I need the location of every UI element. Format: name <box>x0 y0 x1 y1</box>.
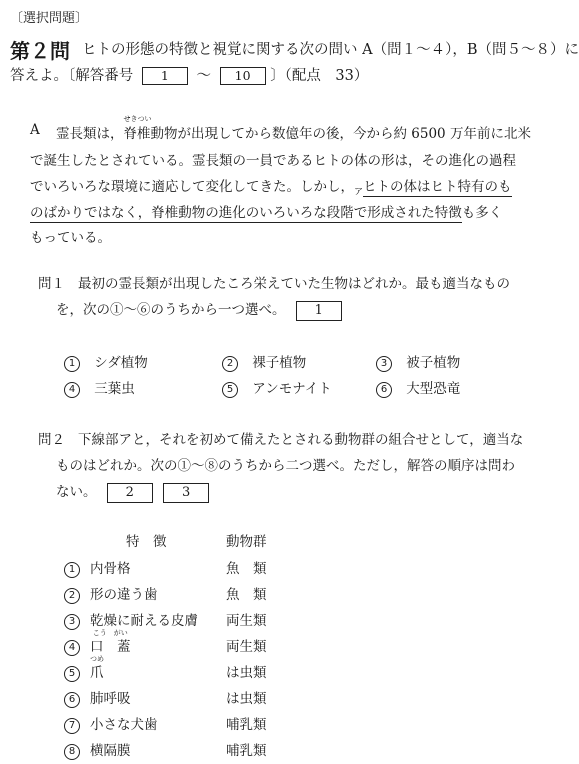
passage-line3-start: でいろいろな環境に適応して変化してきた。しかし， <box>30 179 354 195</box>
row-animal-group: 両生類 <box>226 639 267 655</box>
q1-label: 問１ <box>38 276 65 292</box>
option-number: 3 <box>376 356 392 372</box>
row-number: 1 <box>64 562 80 578</box>
passage-label: A <box>30 122 40 138</box>
table-header-group: 動物群 <box>226 534 267 550</box>
passage-line2: で誕生したとされている。霊長類の一員であるヒトの体の形は，その進化の過程 <box>30 153 516 169</box>
row-animal-group: は虫類 <box>226 665 267 681</box>
score-note: 〕（配点 33） <box>270 68 369 84</box>
q2-line3 <box>56 480 209 503</box>
row-animal-group: 哺乳類 <box>226 743 267 759</box>
q2-line2: ものはどれか。次の①～⑧のうちから二つ選べ。ただし，解答の順序は問わ <box>56 458 515 474</box>
row-number: 2 <box>64 588 80 604</box>
row-number: 7 <box>64 718 80 734</box>
passage-line1-start: 霊長類は， <box>56 126 124 142</box>
row-feature: 肺呼吸 <box>90 691 131 707</box>
table-row <box>64 739 324 761</box>
row-feature: 形の違う歯 <box>90 587 158 603</box>
underline-marker: ア <box>354 187 364 198</box>
q1-instruction: を，次の①～⑥のうちから一つ選べ。 <box>56 302 286 318</box>
table-row <box>64 583 324 605</box>
option-text: シダ植物 <box>94 355 148 371</box>
table-row <box>64 655 324 683</box>
option-number: 4 <box>64 382 80 398</box>
question-number: 第２問 <box>10 39 70 63</box>
question-intro-line2 <box>10 64 368 85</box>
row-feature-reading: つめ <box>90 655 104 663</box>
q1-option-2 <box>222 351 306 372</box>
option-text: アンモナイト <box>252 381 332 397</box>
row-animal-group: 魚 類 <box>226 587 267 603</box>
q1-line2 <box>56 298 342 321</box>
option-text: 裸子植物 <box>252 355 307 371</box>
passage-line3 <box>30 175 512 198</box>
q1-option-5 <box>222 377 332 398</box>
passage-line1-end: 動物が出現してから数億年の後，今から約 6500 万年前に北米 <box>150 126 531 142</box>
q1-option-6 <box>376 377 460 398</box>
option-text: 大型恐竜 <box>406 381 461 397</box>
q1-option-3 <box>376 351 460 372</box>
table-row <box>64 713 324 735</box>
q1-option-4 <box>64 377 135 398</box>
answer-range-prefix: 答えよ。〔解答番号 <box>10 68 134 84</box>
row-animal-group: 魚 類 <box>226 561 267 577</box>
row-feature-base: 爪 <box>90 665 104 681</box>
table-row <box>64 557 324 579</box>
row-animal-group: 哺乳類 <box>226 717 267 733</box>
ruby-reading: せきつい <box>123 115 152 123</box>
ruby-base: 脊椎 <box>123 126 151 142</box>
row-animal-group: 両生類 <box>226 613 267 629</box>
section-label: 〔選択問題〕 <box>10 11 89 26</box>
row-animal-group: は虫類 <box>226 691 267 707</box>
option-number: 6 <box>376 382 392 398</box>
passage-line4 <box>30 201 502 221</box>
q2-answer-box-1: 2 <box>107 483 153 503</box>
row-feature <box>90 629 131 655</box>
row-feature: 内骨格 <box>90 561 131 577</box>
q1-option-1 <box>64 351 148 372</box>
row-number: 4 <box>64 640 80 656</box>
q2-label: 問２ <box>38 432 65 448</box>
passage-line1 <box>56 115 531 142</box>
row-feature: 横隔膜 <box>90 743 131 759</box>
underlined-text-a2: のばかりではなく，脊椎動物の進化のいろいろな段階で形成された特徴 <box>30 205 462 221</box>
q2-line1: 下線部アと，それを初めて備えたとされる動物群の組合せとして，適当な <box>78 432 524 448</box>
answer-range-separator: ～ <box>196 68 211 84</box>
option-number: 1 <box>64 356 80 372</box>
underlined-text-a1: ヒトの体はヒト特有のも <box>363 179 512 195</box>
table-header-feature: 特 徴 <box>126 534 167 550</box>
option-number: 2 <box>222 356 238 372</box>
row-number: 6 <box>64 692 80 708</box>
row-feature-base: 口 蓋 <box>90 639 131 655</box>
q2-line3-text: ない。 <box>56 484 97 500</box>
ruby-vertebra <box>123 115 152 142</box>
passage-line4-end: も多く <box>461 205 503 221</box>
q1-answer-box: 1 <box>296 301 342 321</box>
answer-range-end-box: 10 <box>220 67 266 85</box>
option-number: 5 <box>222 382 238 398</box>
row-number: 5 <box>64 666 80 682</box>
row-feature: 小さな犬歯 <box>90 717 158 733</box>
passage-line5: もっている。 <box>30 230 111 246</box>
option-text: 三葉虫 <box>94 381 135 397</box>
q2-answer-box-2: 3 <box>163 483 209 503</box>
row-feature-reading: こう がい <box>92 629 128 637</box>
row-number: 3 <box>64 614 80 630</box>
question-intro-line1: ヒトの形態の特徴と視覚に関する次の問い A（問１～４），B（問５～８）に <box>82 42 579 58</box>
row-number: 8 <box>64 744 80 760</box>
row-feature: 乾燥に耐える皮膚 <box>90 613 198 629</box>
table-row <box>64 687 324 709</box>
row-feature <box>90 655 104 681</box>
option-text: 被子植物 <box>406 355 461 371</box>
q1-line1: 最初の霊長類が出現したころ栄えていた生物はどれか。最も適当なもの <box>78 276 510 292</box>
answer-range-start-box: 1 <box>142 67 188 85</box>
